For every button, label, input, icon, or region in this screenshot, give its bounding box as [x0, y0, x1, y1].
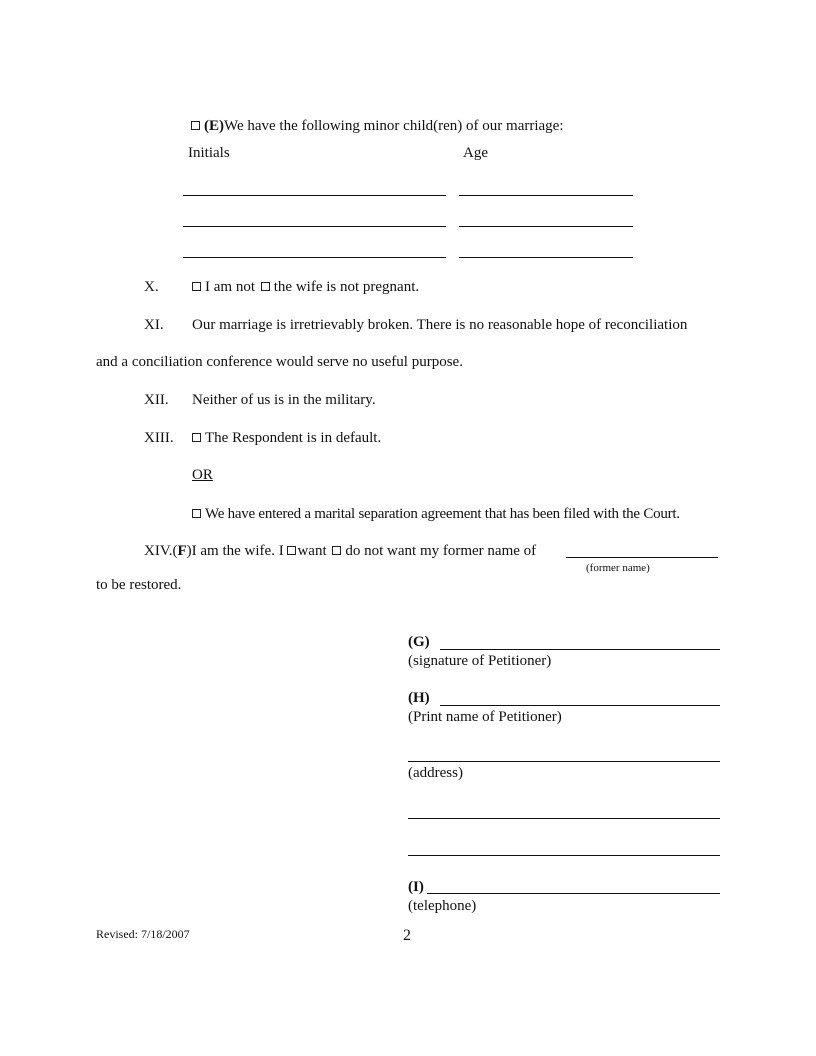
item-xi-line-1: Our marriage is irretrievably broken. There is no reasonable hope of reconciliation — [192, 317, 688, 333]
section-e-text: We have the following minor child(ren) of our marriage: — [224, 118, 564, 134]
g-label: (G) — [408, 634, 430, 650]
revised-date: Revised: 7/18/2007 — [96, 927, 190, 941]
checkbox-icon[interactable] — [191, 121, 200, 130]
item-xii-text: Neither of us is in the military. — [192, 392, 376, 408]
print-name-line[interactable] — [440, 705, 720, 706]
checkbox-icon[interactable] — [332, 546, 341, 555]
item-xiii-option-1-row — [192, 430, 381, 447]
or-label: OR — [192, 467, 213, 483]
print-name-h-label — [408, 690, 430, 707]
signature-g-label — [408, 634, 430, 651]
h-label: (H) — [408, 690, 430, 706]
telephone-line[interactable] — [427, 893, 720, 894]
section-e-label: (E) — [204, 118, 224, 134]
item-xiv-row — [144, 543, 536, 560]
item-xi-number: XI. — [144, 317, 164, 333]
column-age-header: Age — [463, 145, 488, 161]
item-xi-line-2: and a conciliation conference would serve no useful purpose. — [96, 354, 463, 370]
checkbox-icon[interactable] — [287, 546, 296, 555]
item-x-number: X. — [144, 279, 159, 295]
item-xiii-number: XIII. — [144, 430, 174, 446]
item-x-text — [192, 279, 419, 296]
item-xiii-option-2: We have entered a marital separation agreement that has been filed with the Court. — [205, 506, 680, 522]
child-age-line-3[interactable] — [459, 257, 633, 258]
address-line-1[interactable] — [408, 761, 720, 762]
item-xiv-text: )I am the wife. I — [186, 543, 288, 559]
item-xiv-line-2: to be restored. — [96, 577, 182, 593]
child-initials-line-3[interactable] — [183, 257, 446, 258]
address-caption: (address) — [408, 765, 463, 781]
item-xiv-want: want — [297, 543, 327, 559]
i-label: (I) — [408, 879, 424, 895]
address-line-2[interactable] — [408, 818, 720, 819]
item-xii-number: XII. — [144, 392, 169, 408]
signature-caption: (signature of Petitioner) — [408, 653, 552, 669]
print-name-caption: (Print name of Petitioner) — [408, 709, 562, 725]
page-number: 2 — [403, 927, 411, 944]
section-e-heading — [191, 118, 564, 135]
item-xiii-option-1: The Respondent is in default. — [205, 430, 382, 446]
child-age-line-1[interactable] — [459, 195, 633, 196]
item-x-option-2: the wife is not pregnant. — [273, 279, 420, 295]
former-name-line[interactable] — [566, 557, 718, 558]
item-xiv-label: F — [177, 543, 187, 559]
address-line-3[interactable] — [408, 855, 720, 856]
checkbox-icon[interactable] — [261, 282, 270, 291]
child-age-line-2[interactable] — [459, 226, 633, 227]
item-xiv-number: XIV.( — [144, 543, 178, 559]
checkbox-icon[interactable] — [192, 509, 201, 518]
telephone-caption: (telephone) — [408, 898, 477, 914]
former-name-caption: (former name) — [586, 562, 650, 574]
item-xiii-or — [192, 467, 213, 484]
telephone-i-label — [408, 879, 424, 896]
child-initials-line-2[interactable] — [183, 226, 446, 227]
checkbox-icon[interactable] — [192, 282, 201, 291]
item-xiv-do-not-want: do not want my former name of — [345, 543, 537, 559]
signature-line[interactable] — [440, 649, 720, 650]
child-initials-line-1[interactable] — [183, 195, 446, 196]
item-xiii-option-2-row — [192, 506, 680, 523]
item-x-option-1: I am not — [205, 279, 255, 295]
column-initials-header: Initials — [188, 145, 230, 161]
checkbox-icon[interactable] — [192, 433, 201, 442]
